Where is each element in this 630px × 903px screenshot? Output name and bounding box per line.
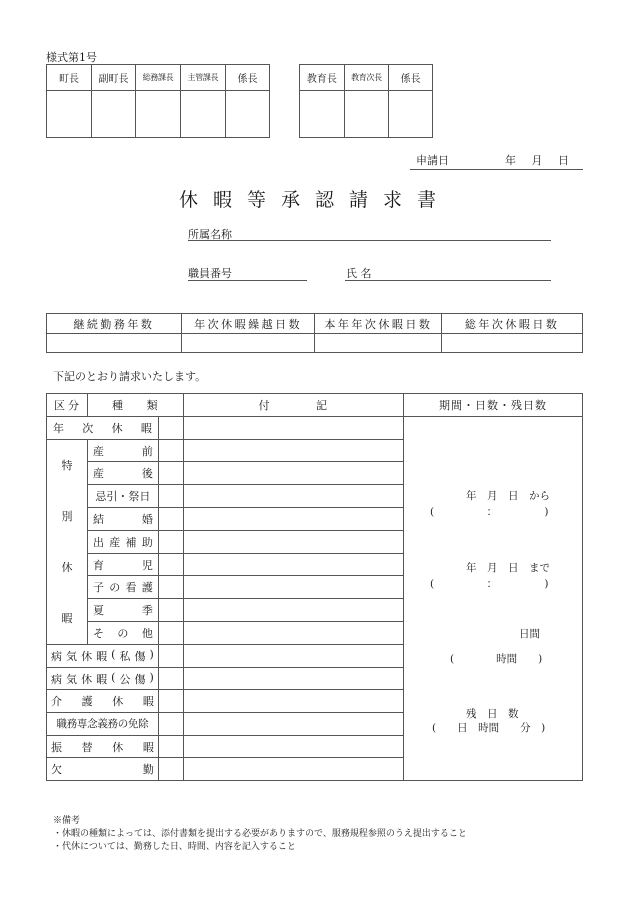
leave-years-table bbox=[46, 313, 583, 353]
remaining-days-values: ( 日 時間 分 ) bbox=[432, 722, 546, 734]
check-cell[interactable] bbox=[158, 758, 183, 781]
leave-type-label: 職務専念義務の免除 bbox=[47, 713, 159, 736]
day-label: 日 bbox=[558, 154, 571, 167]
notes-cell[interactable] bbox=[183, 599, 403, 622]
header-kubun: 区 分 bbox=[47, 394, 88, 417]
check-cell[interactable] bbox=[158, 644, 183, 667]
stamp-cell[interactable] bbox=[389, 91, 433, 138]
approval-header: 総務課長 bbox=[136, 65, 181, 91]
stamp-cell[interactable] bbox=[136, 91, 181, 138]
approval-header: 町長 bbox=[47, 65, 92, 91]
years-header: 継続勤務年数 bbox=[47, 314, 182, 334]
approval-header: 係長 bbox=[389, 65, 433, 91]
notes-cell[interactable] bbox=[183, 667, 403, 690]
notes-cell[interactable] bbox=[183, 622, 403, 645]
remaining-days-label: 残 日 数 bbox=[466, 708, 519, 720]
approval-header: 副町長 bbox=[92, 65, 136, 91]
years-header: 本年年次休暇日数 bbox=[315, 314, 442, 334]
remarks-item: ・代休については、勤務した日、時間、内容を記入すること bbox=[53, 842, 296, 852]
application-date-field[interactable] bbox=[410, 152, 583, 170]
name-label: 氏 名 bbox=[346, 267, 372, 280]
leave-type-label: 産 前 bbox=[87, 439, 158, 462]
employee-number-field[interactable] bbox=[188, 265, 307, 281]
check-cell[interactable] bbox=[158, 667, 183, 690]
check-cell[interactable] bbox=[158, 485, 183, 508]
document-title: 休暇等承認請求書 bbox=[178, 189, 451, 211]
period-from-time: ( ： ) bbox=[430, 506, 549, 518]
notes-cell[interactable] bbox=[183, 462, 403, 485]
leave-type-label: 欠 勤 bbox=[47, 758, 159, 781]
notes-cell[interactable] bbox=[183, 758, 403, 781]
notes-cell[interactable] bbox=[183, 553, 403, 576]
notes-cell[interactable] bbox=[183, 417, 403, 440]
approval-table-town bbox=[46, 64, 270, 138]
notes-cell[interactable] bbox=[183, 713, 403, 736]
notes-cell[interactable] bbox=[183, 508, 403, 531]
check-cell[interactable] bbox=[158, 713, 183, 736]
year-label: 年 bbox=[505, 154, 518, 167]
period-to-time: ( ： ) bbox=[430, 578, 549, 590]
leave-type-label: 忌引・祭日 bbox=[87, 485, 158, 508]
approval-table-education bbox=[299, 64, 433, 138]
stamp-cell[interactable] bbox=[180, 91, 225, 138]
check-cell[interactable] bbox=[158, 690, 183, 713]
notes-cell[interactable] bbox=[183, 576, 403, 599]
period-cell[interactable] bbox=[404, 417, 583, 781]
leave-type-label: 夏 季 bbox=[87, 599, 158, 622]
check-cell[interactable] bbox=[158, 508, 183, 531]
leave-type-label: 産 後 bbox=[87, 462, 158, 485]
notes-cell[interactable] bbox=[183, 485, 403, 508]
approval-header: 係長 bbox=[225, 65, 269, 91]
period-days: 日間 bbox=[519, 628, 541, 640]
special-leave-group-label: 特 別 休 暇 bbox=[47, 439, 88, 644]
leave-type-label: 出 産 補 助 bbox=[87, 530, 158, 553]
years-value-cell[interactable] bbox=[315, 334, 442, 353]
header-kind: 種 類 bbox=[87, 394, 183, 417]
table-row-annual-leave bbox=[47, 417, 583, 440]
intro-text: 下記のとおり請求いたします。 bbox=[53, 370, 207, 383]
leave-type-label: そ の 他 bbox=[87, 622, 158, 645]
approval-header: 主管課長 bbox=[180, 65, 225, 91]
stamp-cell[interactable] bbox=[225, 91, 269, 138]
header-notes: 付 記 bbox=[183, 394, 403, 417]
leave-type-label: 病 気 休 暇 ( 公 傷 ) bbox=[47, 667, 159, 690]
stamp-cell[interactable] bbox=[344, 91, 389, 138]
check-cell[interactable] bbox=[158, 553, 183, 576]
notes-cell[interactable] bbox=[183, 530, 403, 553]
years-value-cell[interactable] bbox=[47, 334, 182, 353]
check-cell[interactable] bbox=[158, 622, 183, 645]
notes-cell[interactable] bbox=[183, 690, 403, 713]
form-number: 様式第1号 bbox=[46, 51, 97, 64]
period-to-date: 年 月 日 まで bbox=[466, 562, 551, 574]
years-value-cell[interactable] bbox=[181, 334, 315, 353]
remarks bbox=[53, 815, 467, 854]
leave-type-annual: 年 次 休 暇 bbox=[47, 417, 159, 440]
approval-header: 教育長 bbox=[300, 65, 345, 91]
remarks-heading: ※備考 bbox=[53, 816, 81, 826]
stamp-cell[interactable] bbox=[92, 91, 136, 138]
leave-type-label: 振 替 休 暇 bbox=[47, 735, 159, 758]
stamp-cell[interactable] bbox=[300, 91, 345, 138]
remarks-item: ・休暇の種類によっては、添付書類を提出する必要がありますので、服務規程参照のうえ提出すること bbox=[53, 829, 467, 839]
years-header: 年次休暇繰越日数 bbox=[181, 314, 315, 334]
name-field[interactable] bbox=[345, 265, 551, 281]
check-cell[interactable] bbox=[158, 599, 183, 622]
stamp-cell[interactable] bbox=[47, 91, 92, 138]
affiliation-field[interactable] bbox=[188, 226, 551, 241]
check-cell[interactable] bbox=[158, 576, 183, 599]
approval-header: 教育次長 bbox=[344, 65, 389, 91]
period-hours: ( 時間 ) bbox=[450, 653, 543, 665]
leave-type-label: 結 婚 bbox=[87, 508, 158, 531]
check-cell[interactable] bbox=[158, 462, 183, 485]
affiliation-label: 所属名称 bbox=[188, 228, 232, 241]
month-label: 月 bbox=[531, 154, 545, 167]
leave-type-label: 子 の 看 護 bbox=[87, 576, 158, 599]
application-date-ymd bbox=[505, 152, 571, 168]
header-period: 期間・日数・残日数 bbox=[404, 394, 583, 417]
employee-number-label: 職員番号 bbox=[188, 267, 232, 280]
notes-cell[interactable] bbox=[183, 644, 403, 667]
check-cell[interactable] bbox=[158, 439, 183, 462]
check-cell[interactable] bbox=[158, 530, 183, 553]
check-cell[interactable] bbox=[158, 735, 183, 758]
period-from-date: 年 月 日 から bbox=[466, 490, 551, 502]
leave-type-label: 病 気 休 暇 ( 私 傷 ) bbox=[47, 644, 159, 667]
leave-request-table bbox=[46, 393, 583, 781]
notes-cell[interactable] bbox=[183, 439, 403, 462]
notes-cell[interactable] bbox=[183, 735, 403, 758]
years-value-cell[interactable] bbox=[442, 334, 583, 353]
leave-type-label: 育 児 bbox=[87, 553, 158, 576]
check-cell[interactable] bbox=[158, 417, 183, 440]
years-header: 総年次休暇日数 bbox=[442, 314, 583, 334]
application-date-label: 申請日 bbox=[416, 154, 449, 167]
leave-type-label: 介 護 休 暇 bbox=[47, 690, 159, 713]
